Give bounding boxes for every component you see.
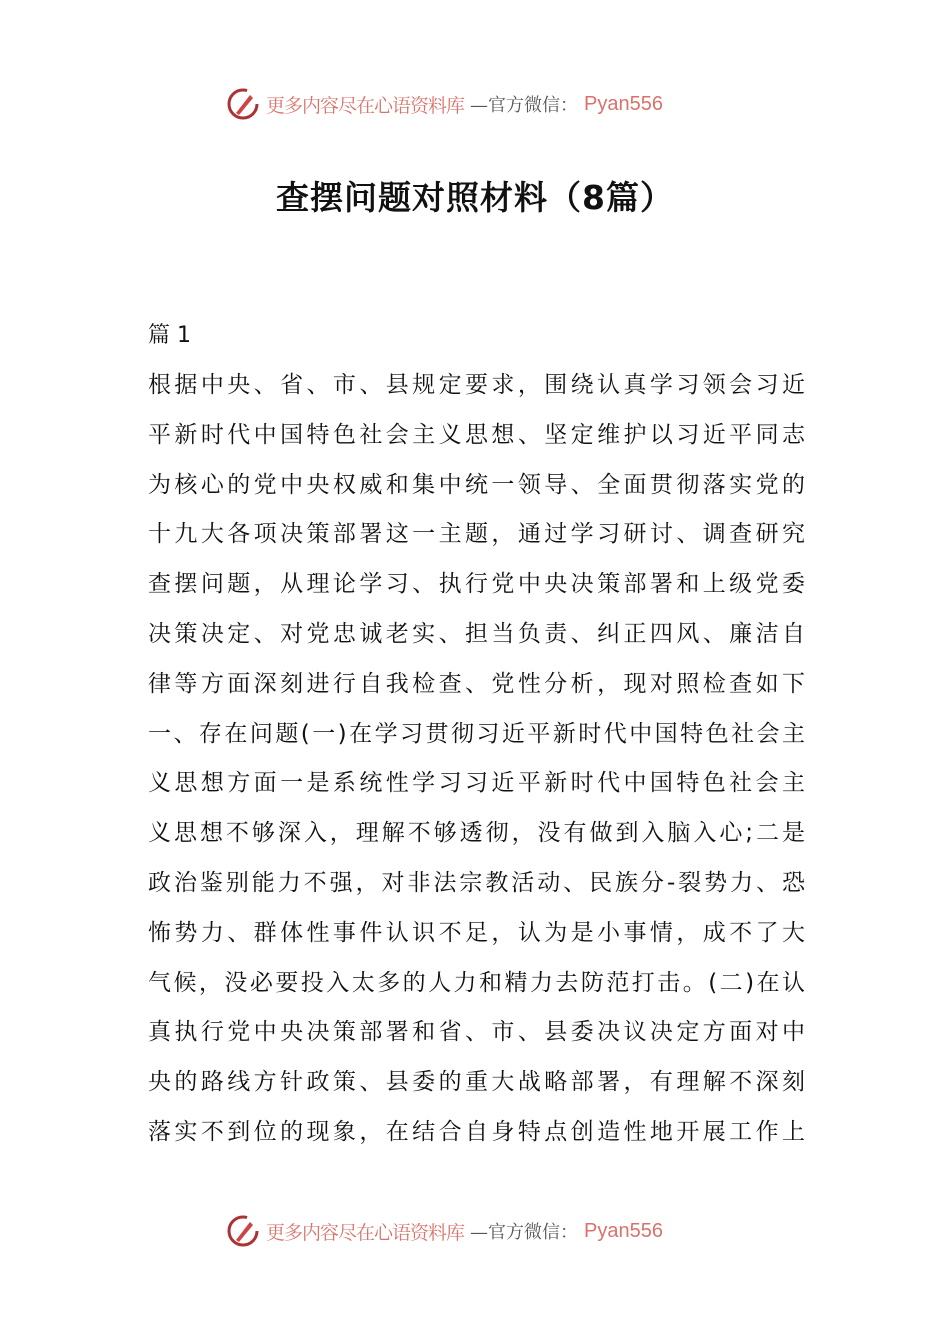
footer-watermark (226, 1213, 716, 1249)
wechat-id: Pyan556 (584, 1219, 663, 1242)
text-line: 真执行党中央决策部署和省、市、县委决议决定方面对中 (148, 1019, 805, 1046)
text-line: 气候，没必要投入太多的人力和精力去防范打击。(二)在认 (148, 969, 805, 996)
text-line: 根据中央、省、市、县规定要求，围绕认真学习领会习近 (148, 372, 805, 398)
text-line: 义思想方面一是系统性学习习近平新时代中国特色社会主 (148, 770, 805, 797)
site-name: 更多内容尽在心语资料库 (266, 1221, 465, 1244)
text-line: 平新时代中国特色社会主义思想、坚定维护以习近平同志 (148, 421, 805, 448)
text-line: 政治鉴别能力不强，对非法宗教活动、民族分-裂势力、恐 (148, 869, 805, 896)
site-name: 更多内容尽在心语资料库 (266, 94, 465, 117)
wechat-label: —官方微信： (470, 1222, 579, 1243)
pen-logo-icon (226, 1214, 260, 1248)
pen-logo-icon (226, 87, 260, 121)
wechat-label: —官方微信： (470, 95, 579, 116)
text-line: 十九大各项决策部署这一主题，通过学习研讨、调查研究 (148, 521, 805, 548)
text-line: 查摆问题，从理论学习、执行党中央决策部署和上级党委 (148, 571, 805, 598)
wechat-id: Pyan556 (584, 92, 663, 115)
body-text (148, 368, 805, 1165)
document-title: 查摆问题对照材料（8篇） (276, 178, 674, 217)
text-line: 义思想不够深入，理解不够透彻，没有做到入脑入心;二是 (148, 820, 805, 847)
text-line: 决策决定、对党忠诚老实、担当负责、纠正四风、廉洁自 (148, 620, 805, 647)
section-heading: 篇 1 (148, 323, 191, 348)
text-line: 一、存在问题(一)在学习贯彻习近平新时代中国特色社会主 (148, 720, 805, 747)
text-line: 律等方面深刻进行自我检查、党性分析，现对照检查如下 (148, 670, 805, 697)
text-line: 怖势力、群体性事件认识不足，认为是小事情，成不了大 (148, 919, 805, 946)
text-line: 落实不到位的现象，在结合自身特点创造性地开展工作上 (148, 1118, 805, 1145)
text-line: 央的路线方针政策、县委的重大战略部署，有理解不深刻 (148, 1069, 805, 1096)
header-watermark (226, 86, 716, 122)
text-line: 为核心的党中央权威和集中统一领导、全面贯彻落实党的 (148, 471, 805, 498)
